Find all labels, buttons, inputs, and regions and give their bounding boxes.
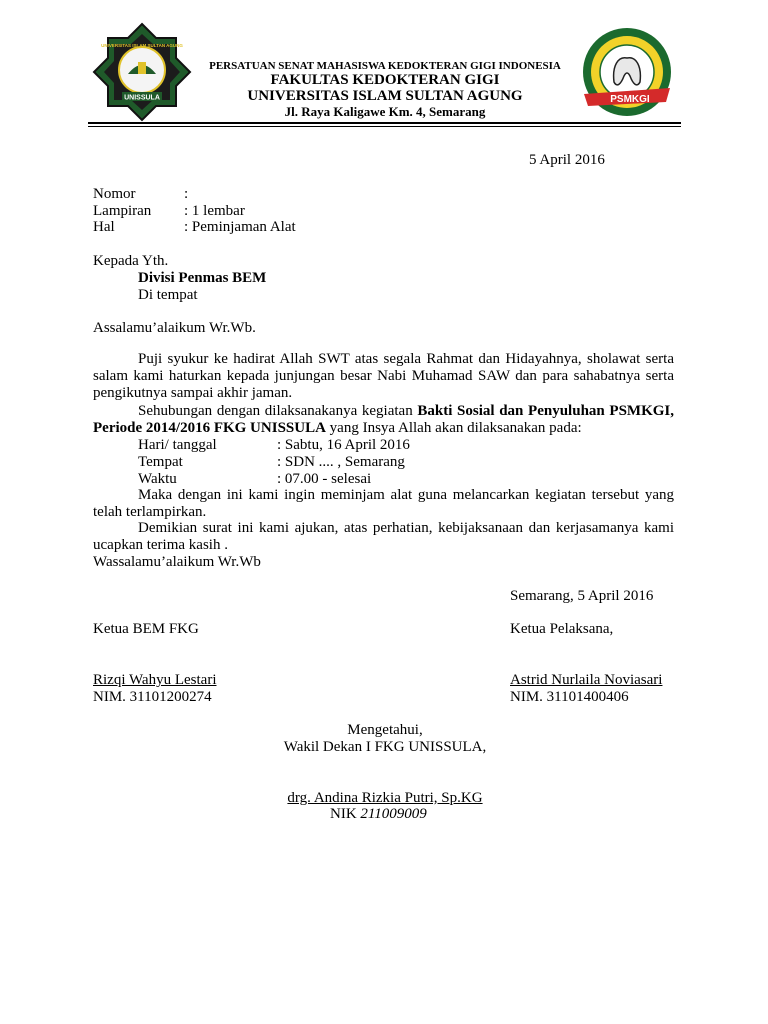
meta-label-nomor: Nomor [93, 186, 136, 202]
schedule-value-day: : Sabtu, 16 April 2016 [277, 437, 410, 453]
svg-text:UNISSULA: UNISSULA [124, 94, 160, 102]
university-address: Jl. Raya Kaligawe Km. 4, Semarang [284, 104, 486, 119]
body-paragraph-3: Maka dengan ini kami ingin meminjam alat guna melancarkan kegiatan tersebut yang telah terlampirkan. [93, 487, 674, 520]
right-signatory-title: Ketua Pelaksana, [510, 621, 614, 637]
schedule-label-place: Tempat [138, 454, 183, 470]
opening-salutation: Assalamu’alaikum Wr.Wb. [93, 320, 256, 336]
svg-text:PSMKGI: PSMKGI [610, 94, 650, 105]
acknowledgement-title: Wakil Dekan I FKG UNISSULA, [283, 739, 487, 755]
psmkgi-logo [578, 26, 676, 120]
body-paragraph-1: Puji syukur ke hadirat Allah SWT atas segala Rahmat dan Hidayahnya, sholawat serta salam kami haturkan kepada junjungan besar Nabi Muhamad SAW dan para sahabatnya serta pengikutnya sampai akhir jaman. [93, 351, 674, 401]
acknowledgement-nik [330, 806, 427, 823]
meta-value-lampiran: : 1 lembar [184, 203, 245, 219]
meta-label-lampiran: Lampiran [93, 203, 152, 219]
svg-text:UNIVERSITAS ISLAM SULTAN AGUNG: UNIVERSITAS ISLAM SULTAN AGUNG [101, 43, 183, 48]
letterhead-rule-thin [88, 126, 681, 127]
left-signatory-nim: NIM. 31101200274 [93, 689, 212, 705]
left-signatory-title: Ketua BEM FKG [93, 621, 199, 637]
acknowledgement-name: drg. Andina Rizkia Putri, Sp.KG [287, 790, 483, 806]
closing-salutation: Wassalamu’alaikum Wr.Wb [93, 554, 261, 570]
paragraph-2-outro: yang Insya Allah akan dilaksanakan pada: [325, 420, 582, 436]
acknowledgement-name-wrap [230, 790, 540, 807]
paragraph-2-intro: Sehubungan dengan dilaksanakanya kegiatan [138, 403, 418, 419]
schedule-value-place: : SDN .... , Semarang [277, 454, 405, 470]
recipient-place: Di tempat [138, 287, 198, 303]
organization-name: PERSATUAN SENAT MAHASISWA KEDOKTERAN GIGI INDONESIA [209, 60, 561, 72]
event-name: Bakti Sosial dan Penyuluhan PSMKGI, Periode 2014/2016 FKG UNISSULA [93, 403, 674, 436]
faculty-name: FAKULTAS KEDOKTERAN GIGI [270, 72, 500, 88]
schedule-label-time: Waktu [138, 471, 177, 487]
nik-label: NIK [330, 806, 357, 822]
right-signatory-name: Astrid Nurlaila Noviasari [510, 672, 663, 688]
nik-value: 211009009 [360, 806, 427, 822]
acknowledgement-label: Mengetahui, [347, 722, 423, 738]
place-date: Semarang, 5 April 2016 [510, 588, 654, 604]
left-signatory-name: Rizqi Wahyu Lestari [93, 672, 217, 688]
unissula-logo [92, 22, 192, 122]
recipient-greeting: Kepada Yth. [93, 253, 169, 269]
meta-label-hal: Hal [93, 219, 115, 235]
right-signatory-nim: NIM. 31101400406 [510, 689, 629, 705]
schedule-label-day: Hari/ tanggal [138, 437, 217, 453]
body-paragraph-2 [93, 403, 674, 437]
university-name: UNIVERSITAS ISLAM SULTAN AGUNG [247, 88, 523, 104]
letter-date: 5 April 2016 [529, 152, 605, 168]
recipient-name: Divisi Penmas BEM [138, 270, 267, 286]
meta-value-hal: : Peminjaman Alat [184, 219, 296, 235]
letterhead-rule-thick [88, 122, 681, 124]
meta-value-nomor: : [184, 186, 189, 202]
schedule-value-time: : 07.00 - selesai [277, 471, 372, 487]
body-paragraph-4: Demikian surat ini kami ajukan, atas perhatian, kebijaksanaan dan kerjasamanya kami ucapkan terima kasih . [93, 520, 674, 553]
